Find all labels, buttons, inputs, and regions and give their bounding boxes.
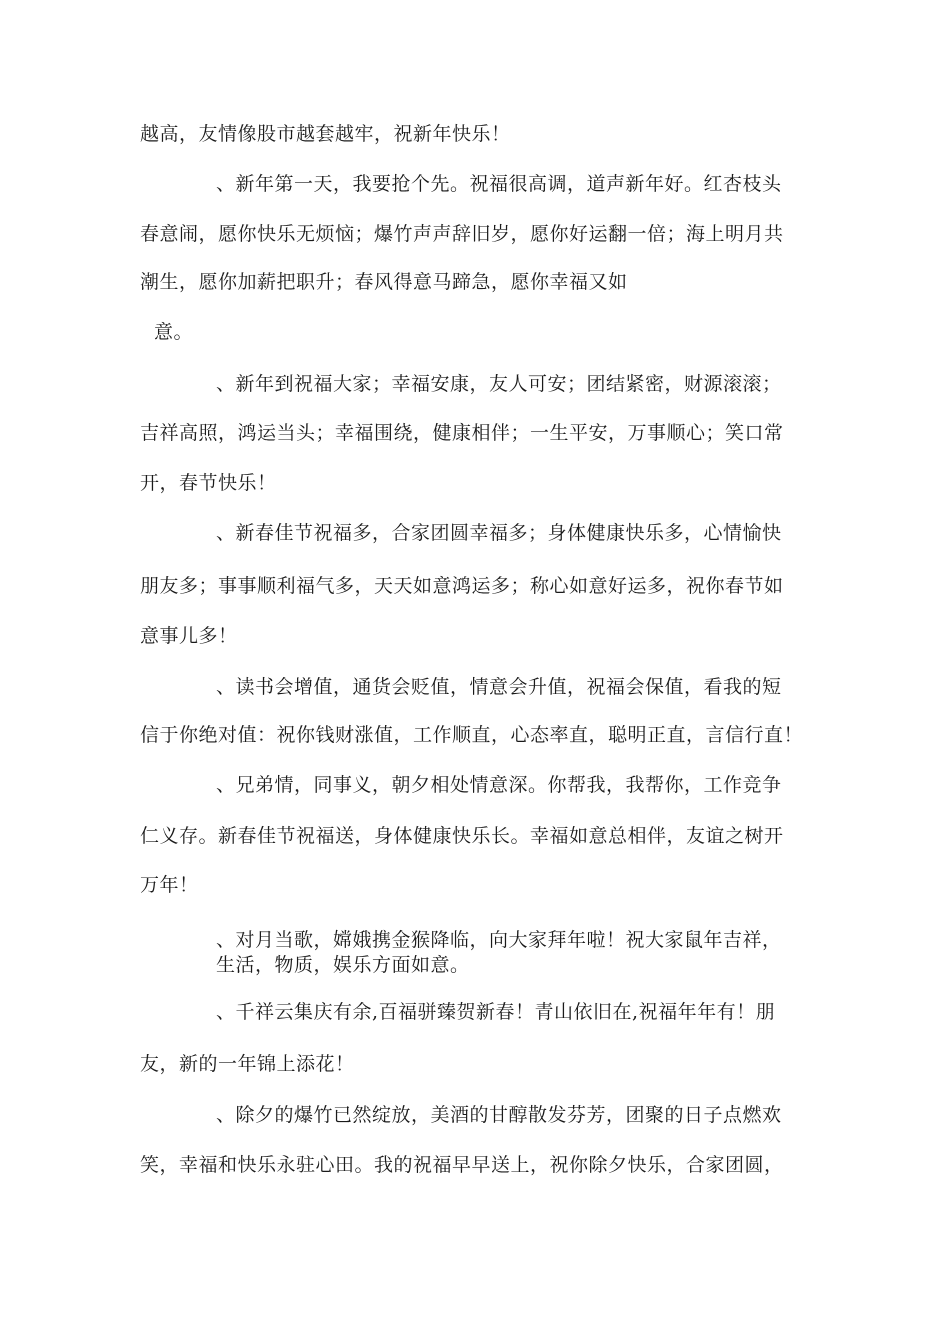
text-line: 、千祥云集庆有余,百福骈臻贺新春！青山依旧在,祝福年年有！朋 [216,1001,776,1023]
text-line: 开，春节快乐！ [140,472,277,494]
text-line: 信于你绝对值：祝你钱财涨值，工作顺直，心态率直，聪明正直，言信行直！ [140,724,804,746]
text-line: 万年！ [140,874,199,896]
text-line: 意事儿多！ [140,625,238,647]
text-line: 、除夕的爆竹已然绽放，美酒的甘醇散发芬芳，团聚的日子点燃欢 [216,1104,782,1126]
text-line: 朋友多；事事顺利福气多，天天如意鸿运多；称心如意好运多，祝你春节如 [140,575,784,597]
text-line: 越高，友情像股市越套越牢，祝新年快乐！ [140,123,511,145]
text-line: 生活，物质，娱乐方面如意。 [216,954,470,976]
text-line: 、新年第一天，我要抢个先。祝福很高调，道声新年好。红杏枝头 [216,173,782,195]
text-line: 、兄弟情，同事义，朝夕相处情意深。你帮我，我帮你，工作竞争 [216,774,782,796]
text-line: 、读书会增值，通货会贬值，情意会升值，祝福会保值，看我的短 [216,676,782,698]
text-line: 笑，幸福和快乐永驻心田。我的祝福早早送上，祝你除夕快乐，合家团圆， [140,1154,784,1176]
text-line: 仁义存。新春佳节祝福送，身体健康快乐长。幸福如意总相伴，友谊之树开 [140,825,784,847]
text-line: 意。 [154,321,194,343]
text-line: 、新春佳节祝福多，合家团圆幸福多；身体健康快乐多，心情愉快 [216,522,782,544]
text-line: 友，新的一年锦上添花！ [140,1053,355,1075]
text-line: 吉祥高照，鸿运当头；幸福围绕，健康相伴；一生平安，万事顺心；笑口常 [140,422,784,444]
text-line: 春意闹，愿你快乐无烦恼；爆竹声声辞旧岁，愿你好运翻一倍；海上明月共 [140,223,784,245]
text-line: 潮生，愿你加薪把职升；春风得意马蹄急，愿你幸福又如 [140,271,628,293]
text-line: 、新年到祝福大家；幸福安康，友人可安；团结紧密，财源滚滚； [216,373,782,395]
text-line: 、对月当歌，嫦娥携金猴降临，向大家拜年啦！祝大家鼠年吉祥， [216,929,782,951]
